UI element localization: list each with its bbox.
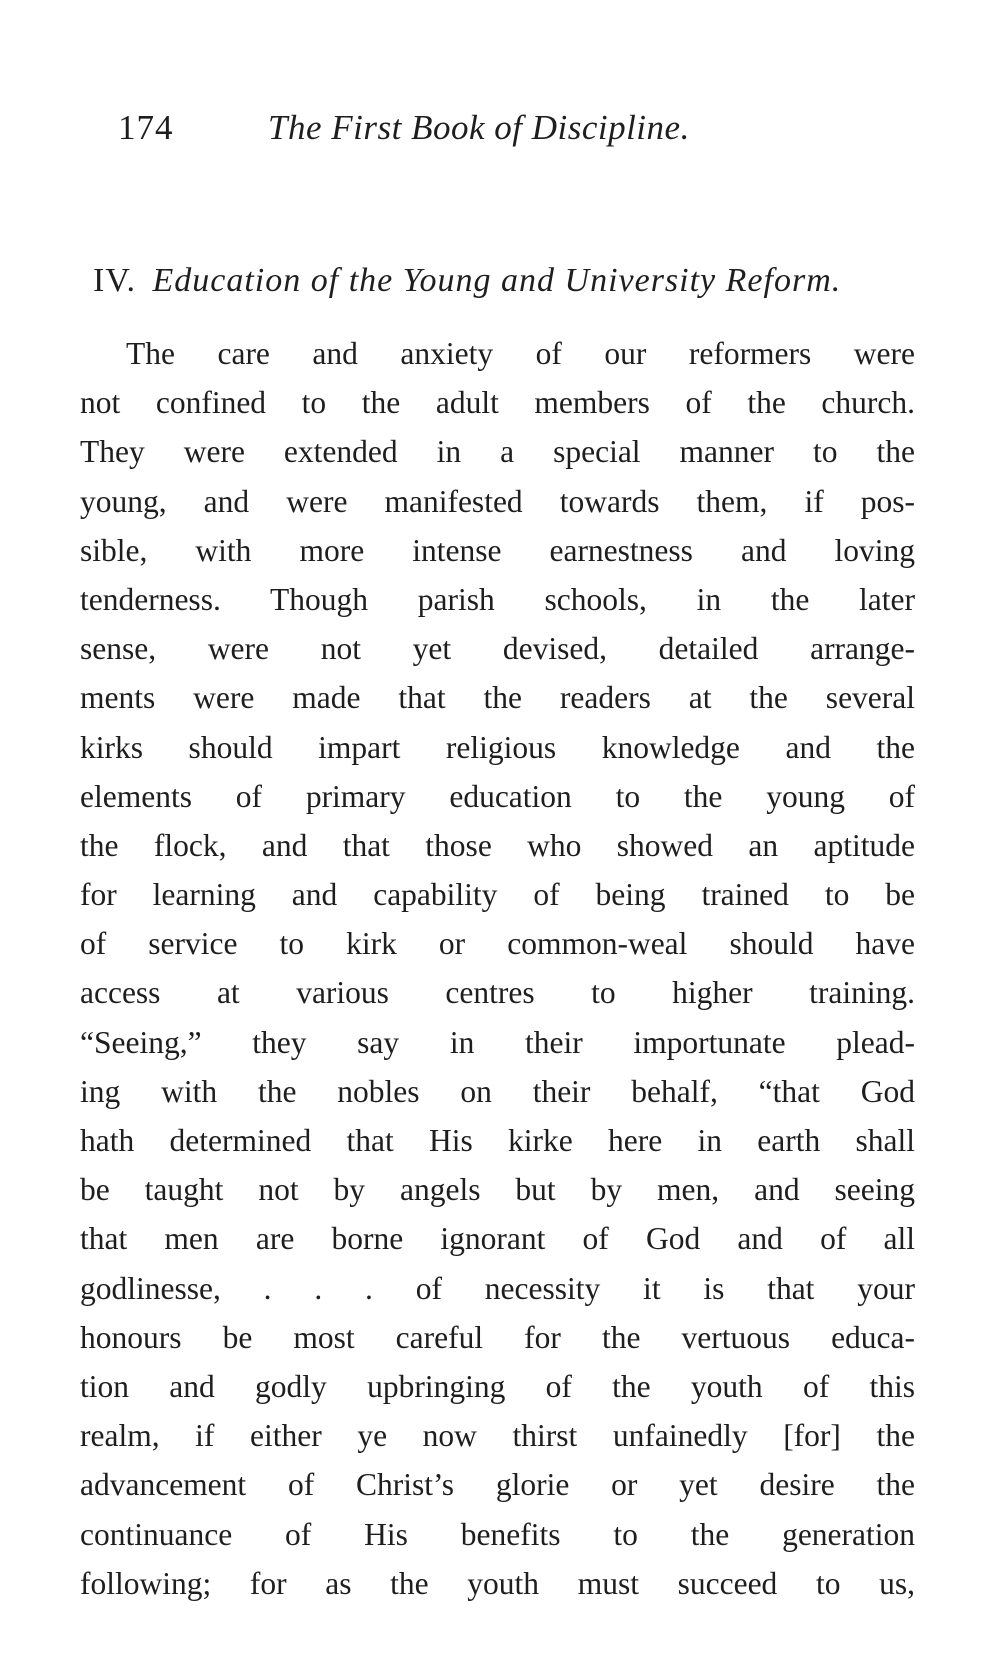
section-heading [93, 262, 913, 300]
text-line: not confined to the adult members of the church. [80, 385, 915, 421]
text-line: “Seeing,” they say in their importunate plead- [80, 1024, 915, 1060]
text-line: sible, with more intense earnestness and loving [80, 532, 915, 568]
text-line: continuance of His benefits to the generation [80, 1516, 915, 1552]
running-title: The First Book of Discipline. [268, 108, 690, 147]
page-header [118, 108, 748, 158]
text-line: hath determined that His kirke here in earth shall [80, 1123, 915, 1158]
text-line: be taught not by angels but by men, and seeing [80, 1172, 915, 1208]
text-line: godlinesse, . . . of necessity it is that your [80, 1270, 915, 1306]
text-line: realm, if either ye now thirst unfainedly [for] the [80, 1418, 915, 1454]
text-line: honours be most careful for the vertuous educa- [80, 1319, 915, 1355]
text-line: that men are borne ignorant of God and of all [80, 1221, 915, 1257]
text-line: young, and were manifested towards them, if pos- [80, 483, 915, 519]
text-line: They were extended in a special manner to the [80, 434, 915, 470]
text-line: of service to kirk or common-weal should have [80, 926, 915, 962]
body-text [80, 329, 915, 1608]
text-line: ments were made that the readers at the several [80, 680, 915, 716]
text-line: tenderness. Though parish schools, in the later [80, 581, 915, 617]
text-line: following; for as the youth must succeed to us, [80, 1565, 915, 1601]
text-line: sense, were not yet devised, detailed arrange- [80, 631, 915, 667]
text-line: The care and anxiety of our reformers were [126, 336, 915, 371]
text-line: tion and godly upbringing of the youth of this [80, 1368, 915, 1404]
text-line: elements of primary education to the young of [80, 778, 915, 814]
text-line: access at various centres to higher training. [80, 975, 915, 1011]
text-line: the flock, and that those who showed an aptitude [80, 827, 915, 863]
page-number: 174 [118, 108, 174, 147]
text-line: kirks should impart religious knowledge and the [80, 729, 915, 765]
section-title: Education of the Young and University Reform. [152, 262, 842, 299]
section-numeral: IV. [93, 262, 136, 299]
text-line: advancement of Christ’s glorie or yet desire the [80, 1467, 915, 1503]
text-line: for learning and capability of being trained to be [80, 877, 915, 913]
text-line: ing with the nobles on their behalf, “that God [80, 1073, 915, 1109]
